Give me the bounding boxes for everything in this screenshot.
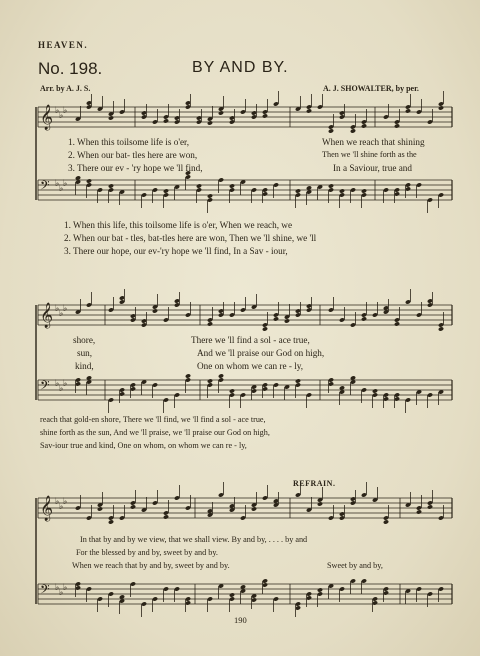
lyric-line: 2. When our bat- tles here are won,: [68, 150, 198, 160]
note-head: [295, 188, 301, 193]
note-head: [394, 321, 400, 326]
arranger-credit: Arr. by A. J. S.: [40, 84, 91, 93]
note-head: [317, 501, 323, 506]
note-head: [86, 178, 92, 183]
note-head: [394, 123, 400, 128]
note-head: [108, 115, 114, 120]
lyric-line: When we reach that by and by, sweet by and by.: [72, 561, 230, 570]
note-head: [251, 506, 257, 511]
lyric-line: 1. When this toilsome life is o'er,: [68, 137, 190, 147]
note-head: [328, 183, 334, 188]
note-head: [372, 388, 378, 393]
note-head: [339, 188, 345, 193]
note-head: [130, 504, 136, 509]
flat-icon: ♭: [55, 179, 60, 189]
flat-icon: ♭: [59, 184, 64, 194]
lyric-line: One on whom we can re - ly,: [197, 361, 304, 371]
lyric-line: Sav-iour true and kind, One on whom, on whom we can re - ly,: [40, 441, 247, 450]
flat-icon: ♭: [55, 497, 60, 507]
section-header: HEAVEN.: [38, 40, 89, 50]
note-head: [207, 120, 213, 125]
page-number: 190: [234, 615, 247, 625]
note-head: [229, 183, 235, 188]
flat-icon: ♭: [63, 106, 68, 116]
composer-credit: A. J. SHOWALTER, by per.: [323, 84, 419, 93]
flat-icon: ♭: [55, 106, 60, 116]
treble-clef-icon: 𝄞: [40, 303, 54, 328]
flat-icon: ♭: [59, 588, 64, 598]
flat-icon: ♭: [63, 379, 68, 389]
note-head: [361, 316, 367, 321]
flat-icon: ♭: [63, 179, 68, 189]
bass-clef-icon: 𝄢: [40, 378, 50, 396]
note-head: [108, 519, 114, 524]
lyric-line: kind,: [75, 361, 94, 371]
lyric-line: For the blessed by and by, sweet by and by.: [76, 548, 218, 557]
note-head: [438, 105, 444, 110]
bass-clef-icon: 𝄢: [40, 178, 50, 196]
lyric-line: 3. There our ev - 'ry hope we 'll find,: [68, 163, 203, 173]
note-head: [383, 519, 389, 524]
flat-icon: ♭: [55, 304, 60, 314]
note-head: [163, 118, 169, 123]
lyric-line: Then we 'll shine forth as the: [322, 150, 417, 159]
note-head: [152, 308, 158, 313]
note-head: [361, 123, 367, 128]
note-head: [361, 188, 367, 193]
lyric-line: shore,: [73, 335, 96, 345]
flat-icon: ♭: [59, 309, 64, 319]
note-head: [317, 587, 323, 592]
note-head: [218, 110, 224, 115]
lyric-line: And we 'll praise our God on high,: [197, 348, 325, 358]
note-head: [427, 504, 433, 509]
note-head: [207, 378, 213, 383]
note-head: [108, 183, 114, 188]
lyric-line: sun,: [77, 348, 93, 358]
flat-icon: ♭: [59, 502, 64, 512]
hymn-title: BY AND BY.: [192, 59, 289, 76]
note-head: [185, 373, 191, 378]
note-head: [328, 128, 334, 133]
treble-clef-icon: 𝄞: [40, 105, 54, 130]
lyric-line: In that by and by we view, that we shall view. By and by, . . . . by and: [80, 535, 308, 544]
flat-icon: ♭: [55, 583, 60, 593]
note-head: [163, 514, 169, 519]
refrain-label: REFRAIN.: [293, 479, 336, 488]
bass-clef-icon: 𝄢: [40, 582, 50, 600]
flat-icon: ♭: [55, 379, 60, 389]
note-head: [229, 388, 235, 393]
note-head: [163, 188, 169, 193]
note-head: [207, 321, 213, 326]
lyric-line: In a Saviour, true and: [333, 163, 412, 173]
note-head: [262, 326, 268, 331]
lyric-line: reach that gold-en shore, There we 'll find, we 'll find a sol - ace true,: [40, 415, 266, 424]
note-head: [306, 108, 312, 113]
note-head: [438, 326, 444, 331]
lyric-line: 1. When this life, this toilsome life is o'er, When we reach, we: [64, 220, 293, 230]
note-head: [350, 128, 356, 133]
note-head: [273, 316, 279, 321]
flat-icon: ♭: [63, 497, 68, 507]
lyric-line: 2. When our bat - tles, bat-tles here are won, Then we 'll shine, we 'll: [64, 233, 317, 243]
note-head: [218, 373, 224, 378]
note-head: [405, 108, 411, 113]
flat-icon: ♭: [63, 583, 68, 593]
lyric-line: Sweet by and by,: [327, 561, 383, 570]
treble-clef-icon: 𝄞: [40, 496, 54, 521]
lyric-line: shine forth as the sun, And we 'll praise, we 'll praise our God on high,: [40, 428, 270, 437]
note-head: [416, 509, 422, 514]
lyric-line: There we 'll find a sol - ace true,: [191, 335, 310, 345]
flat-icon: ♭: [59, 384, 64, 394]
note-head: [229, 592, 235, 597]
flat-icon: ♭: [59, 111, 64, 121]
lyric-line: When we reach that shining: [322, 137, 425, 147]
lyric-line: 3. There our hope, our ev-'ry hope we 'll find, In a Sav - iour,: [64, 246, 288, 256]
hymn-number: No. 198.: [38, 59, 103, 78]
note-head: [284, 318, 290, 323]
note-head: [295, 378, 301, 383]
note-head: [207, 193, 213, 198]
flat-icon: ♭: [63, 304, 68, 314]
note-head: [262, 113, 268, 118]
note-head: [196, 183, 202, 188]
note-head: [97, 506, 103, 511]
